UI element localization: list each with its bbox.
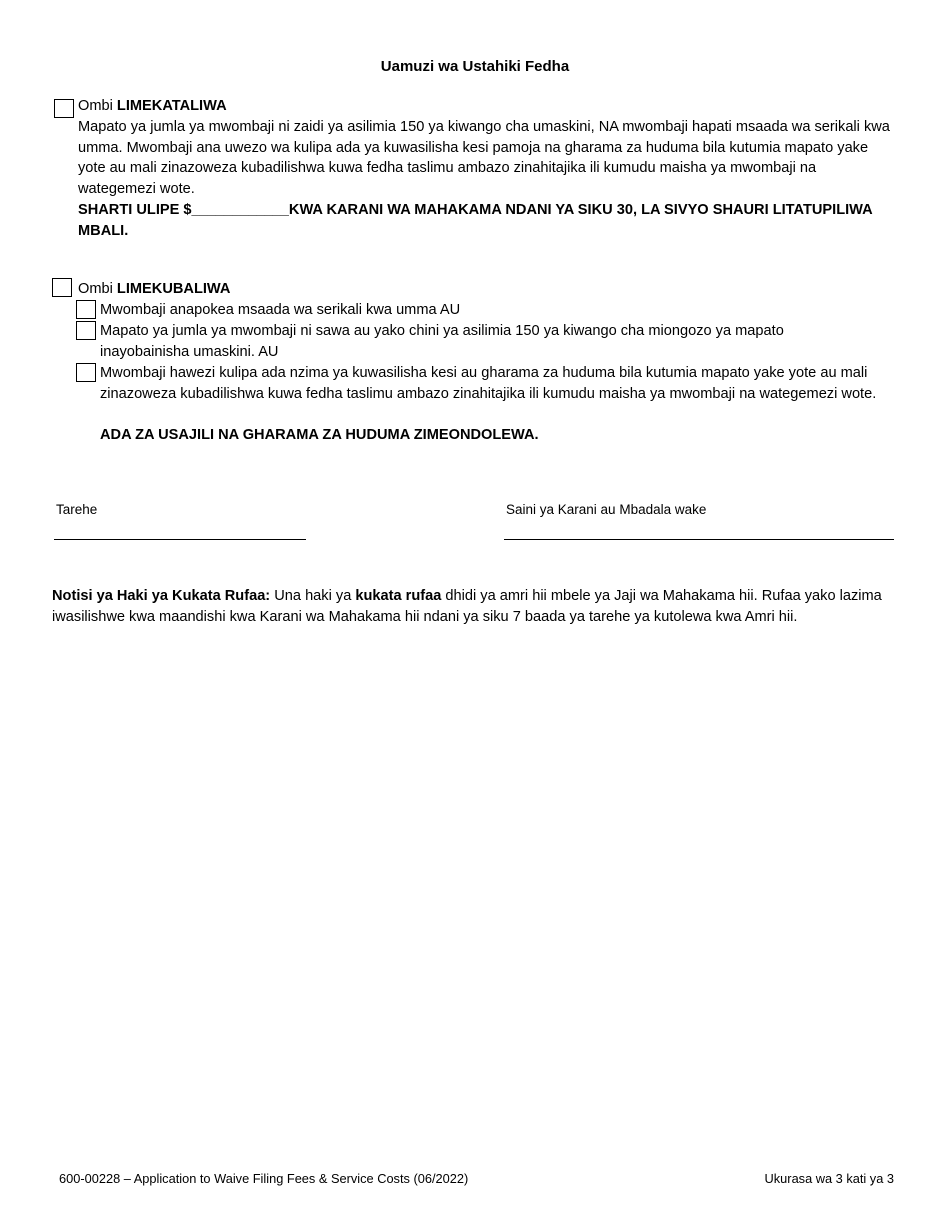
denied-body: Mapato ya jumla ya mwombaji ni zaidi ya asilimia 150 ya kiwango cha umaskini, NA mwombaji hapati msaada wa serikali kwa umma. Mwombaji ana uwezo wa kulipa ada ya kuwasilisha kesi pamoja na gharama za huduma bila kutumia mapato yake yote au mali zinazoweza kubadilishwa kuwa fedha taslimu ambazo zinahitajika ili kumudu maisha ya mwombaji na wategemezi wote. [78,118,890,198]
form-id: 600-00228 – Application to Waive Filing Fees & Service Costs (06/2022) [59,1171,469,1186]
reason-hardship: Mwombaji hawezi kulipa ada nzima ya kuwasilisha kesi au gharama za huduma bila kutumia mapato yake yote au mali zinazoweza kubadilishwa kuwa fedha taslimu ambazo zinahitajika ili kumudu maisha ya mwombaji na wategemezi wote. [100,365,877,402]
appeal-notice [52,586,902,628]
clerk-signature-line[interactable] [504,539,894,540]
granted-checkbox[interactable] [52,278,72,297]
granted-heading [78,279,898,300]
appeal-bold-phrase: kukata rufaa [355,588,442,604]
denied-status: LIMEKATALIWA [116,98,227,114]
page-number: Ukurasa wa 3 kati ya 3 [764,1171,894,1186]
granted-conclusion: ADA ZA USAJILI NA GHARAMA ZA HUDUMA ZIMEONDOLEWA. [100,427,539,443]
clerk-signature-label: Saini ya Karani au Mbadala wake [506,502,707,517]
granted-status: LIMEKUBALIWA [116,281,231,297]
reason-income: Mapato ya jumla ya mwombaji ni sawa au yako chini ya asilimia 150 ya kiwango cha miongozo ya mapato inayobainisha umaskini. AU [100,323,784,360]
denied-checkbox[interactable] [54,99,74,118]
appeal-heading: Notisi ya Haki ya Kukata Rufaa: [52,588,271,604]
page-title: Uamuzi wa Ustahiki Fedha [380,58,570,75]
date-signature-line[interactable] [54,539,306,540]
appeal-text-2: dhidi ya amri hii mbele ya Jaji wa Mahakama hii. Rufaa yako lazima iwasilishwe kwa maandishi kwa Karani wa Mahakama hii ndani ya siku 7 baada ya tarehe ya kutolewa kwa Amri hii. [52,588,882,625]
reason-checkbox-hardship[interactable] [76,363,96,382]
appeal-text-1: Una haki ya [270,588,356,604]
denied-prefix: Ombi [78,98,117,114]
denied-instruction: SHARTI ULIPE $____________KWA KARANI WA MAHAKAMA NDANI YA SIKU 30, LA SIVYO SHAURI LITATUPILIWA MBALI. [78,201,873,239]
granted-prefix: Ombi [78,281,117,297]
reason-public-assistance: Mwombaji anapokea msaada wa serikali kwa umma AU [100,302,461,318]
reason-checkbox-public-assistance[interactable] [76,300,96,319]
denied-heading [78,96,898,117]
denied-section [78,96,898,242]
reason-checkbox-income[interactable] [76,321,96,340]
date-label: Tarehe [56,502,98,517]
